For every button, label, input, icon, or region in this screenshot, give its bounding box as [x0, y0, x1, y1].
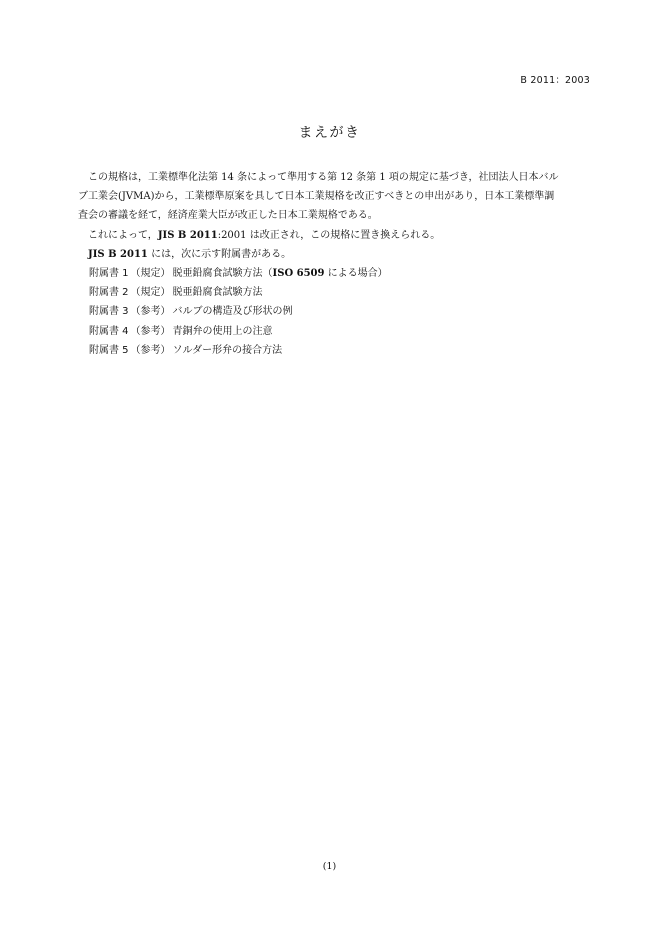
annex-kind: （参考）: [130, 306, 171, 318]
annex-title: バルブの構造及び形状の例: [172, 306, 293, 318]
paragraph-2-suffix: は改正され，この規格に置き換えられる。: [246, 229, 441, 241]
standard-code: JIS B 2011: [88, 248, 148, 260]
annex-list-item: [78, 283, 594, 302]
annex-title: 脱亜鉛腐食試験方法（: [172, 268, 273, 280]
standard-year: :2001: [217, 229, 247, 241]
annex-title-tail: による場合）: [324, 268, 388, 280]
page-number: (1): [322, 861, 337, 872]
annex-kind: （規定）: [130, 268, 171, 280]
annex-title: 脱亜鉛腐食試験方法: [172, 287, 263, 299]
paragraph-1-line-3: 査会の審議を経て，経済産業大臣が改正した日本工業規格である。: [78, 210, 378, 222]
annex-number: 附属書 2: [89, 287, 129, 299]
preface-paragraph-1: [78, 168, 594, 226]
paragraph-1-line-1: この規格は，工業標準化法第 14 条によって準用する第 12 条第 1 項の規定に基づき，社団法人日本バル: [88, 172, 559, 183]
standard-code: JIS B 2011: [157, 229, 218, 241]
paragraph-2-prefix: これによって，: [88, 229, 158, 241]
annex-list-item: [78, 322, 594, 341]
paragraph-1-line-2: ブ工業会(JVMA)から，工業標準原案を具して日本工業規格を改正すべきとの申出があり，日本工業標準調: [78, 191, 555, 203]
annex-number: 附属書 1: [89, 268, 129, 280]
annex-list-item: [78, 302, 594, 321]
annex-title: 青銅弁の使用上の注意: [172, 325, 273, 337]
annex-kind: （参考）: [130, 344, 171, 356]
paragraph-3-suffix: には，次に示す附属書がある。: [147, 248, 292, 260]
annex-number: 附属書 5: [89, 344, 129, 356]
annex-title-standard: ISO 6509: [272, 268, 325, 280]
preface-paragraph-2: [78, 226, 594, 245]
annex-kind: （参考）: [130, 325, 171, 337]
preface-body: [78, 168, 594, 360]
annex-kind: （規定）: [130, 287, 171, 299]
document-id: B 2011：2003: [520, 75, 590, 86]
annex-number: 附属書 3: [89, 306, 129, 318]
preface-paragraph-3: [78, 245, 594, 264]
page-title: まえがき: [298, 125, 361, 141]
annex-title: ソルダー形弁の接合方法: [172, 344, 283, 356]
annex-number: 附属書 4: [89, 325, 129, 337]
annex-list-item: [78, 341, 594, 360]
annex-list-item: [78, 264, 594, 283]
